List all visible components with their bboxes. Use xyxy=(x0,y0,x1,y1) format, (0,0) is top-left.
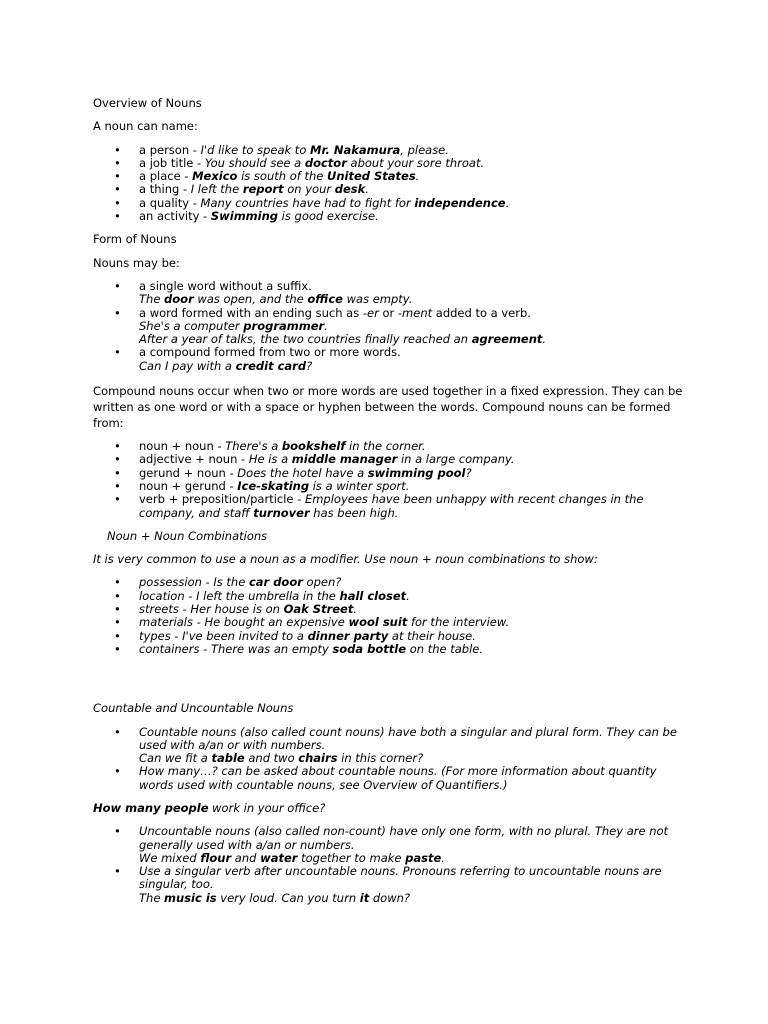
section-title-countable: Countable and Uncountable Nouns xyxy=(93,701,294,716)
list-item: • How many…? can be asked about countable nouns. (For more information about quantity words used with countable nouns, see Overview of Quantifiers.) xyxy=(93,765,683,792)
list-item: • a person - I'd like to speak to Mr. Nakamura, please. xyxy=(93,144,683,157)
noun-noun-intro: It is very common to use a noun as a modifier. Use noun + noun combinations to show: xyxy=(93,552,598,567)
document-page xyxy=(93,97,683,915)
list-item: • a quality - Many countries have had to fight for independence. xyxy=(93,197,683,210)
compound-list xyxy=(93,440,683,520)
list-item: • a word formed with an ending such as -er or -ment added to a verb. She's a computer programmer. After a year of talks, the two countries finally reached an agreement. xyxy=(93,307,683,347)
uncountable-list xyxy=(93,825,683,905)
section-title-noun-noun: Noun + Noun Combinations xyxy=(107,528,268,543)
countable-question: How many people work in your office? xyxy=(93,800,326,815)
list-item: • an activity - Swimming is good exercise. xyxy=(93,210,683,223)
list-item: • types - I've been invited to a dinner party at their house. xyxy=(93,630,683,643)
countable-list xyxy=(93,726,683,792)
list-item: • a job title - You should see a doctor about your sore throat. xyxy=(93,157,683,170)
compound-paragraph: Compound nouns occur when two or more words are used together in a fixed expression. They can be written as one word or with a space or hyphen between the words. Compound nouns can be formed from: xyxy=(93,384,683,431)
list-item: • a single word without a suffix. The door was open, and the office was empty. xyxy=(93,280,683,307)
list-item: • location - I left the umbrella in the hall closet. xyxy=(93,590,683,603)
list-item: • verb + preposition/particle - Employees have been unhappy with recent changes in the company, and staff turnover has been high. xyxy=(93,493,683,520)
section-title-form: Form of Nouns xyxy=(93,232,177,247)
list-item: • gerund + noun - Does the hotel have a swimming pool? xyxy=(93,467,683,480)
overview-intro: A noun can name: xyxy=(93,119,198,134)
list-item: • Use a singular verb after uncountable nouns. Pronouns referring to uncountable nouns are singular, too. The music is very loud. Can you turn it down? xyxy=(93,865,683,905)
section-title-overview: Overview of Nouns xyxy=(93,96,202,110)
list-item: • a place - Mexico is south of the United States. xyxy=(93,170,683,183)
list-item: • noun + gerund - Ice-skating is a winter sport. xyxy=(93,480,683,493)
list-item: • materials - He bought an expensive wool suit for the interview. xyxy=(93,616,683,629)
overview-list xyxy=(93,144,683,224)
spacer xyxy=(93,666,683,702)
list-item: • a thing - I left the report on your desk. xyxy=(93,183,683,196)
list-item: • noun + noun - There's a bookshelf in the corner. xyxy=(93,440,683,453)
list-item: • adjective + noun - He is a middle manager in a large company. xyxy=(93,453,683,466)
list-item: • a compound formed from two or more words. Can I pay with a credit card? xyxy=(93,346,683,373)
noun-noun-list xyxy=(93,576,683,656)
list-item: • containers - There was an empty soda bottle on the table. xyxy=(93,643,683,656)
form-list xyxy=(93,280,683,373)
list-item: • possession - Is the car door open? xyxy=(93,576,683,589)
list-item: • streets - Her house is on Oak Street. xyxy=(93,603,683,616)
form-intro: Nouns may be: xyxy=(93,255,180,270)
list-item: • Countable nouns (also called count nouns) have both a singular and plural form. They can be used with a/an or with numbers. Can we fit a table and two chairs in this corner? xyxy=(93,726,683,766)
list-item: • Uncountable nouns (also called non-count) have only one form, with no plural. They are not generally used with a/an or numbers. We mixed flour and water together to make paste. xyxy=(93,825,683,865)
